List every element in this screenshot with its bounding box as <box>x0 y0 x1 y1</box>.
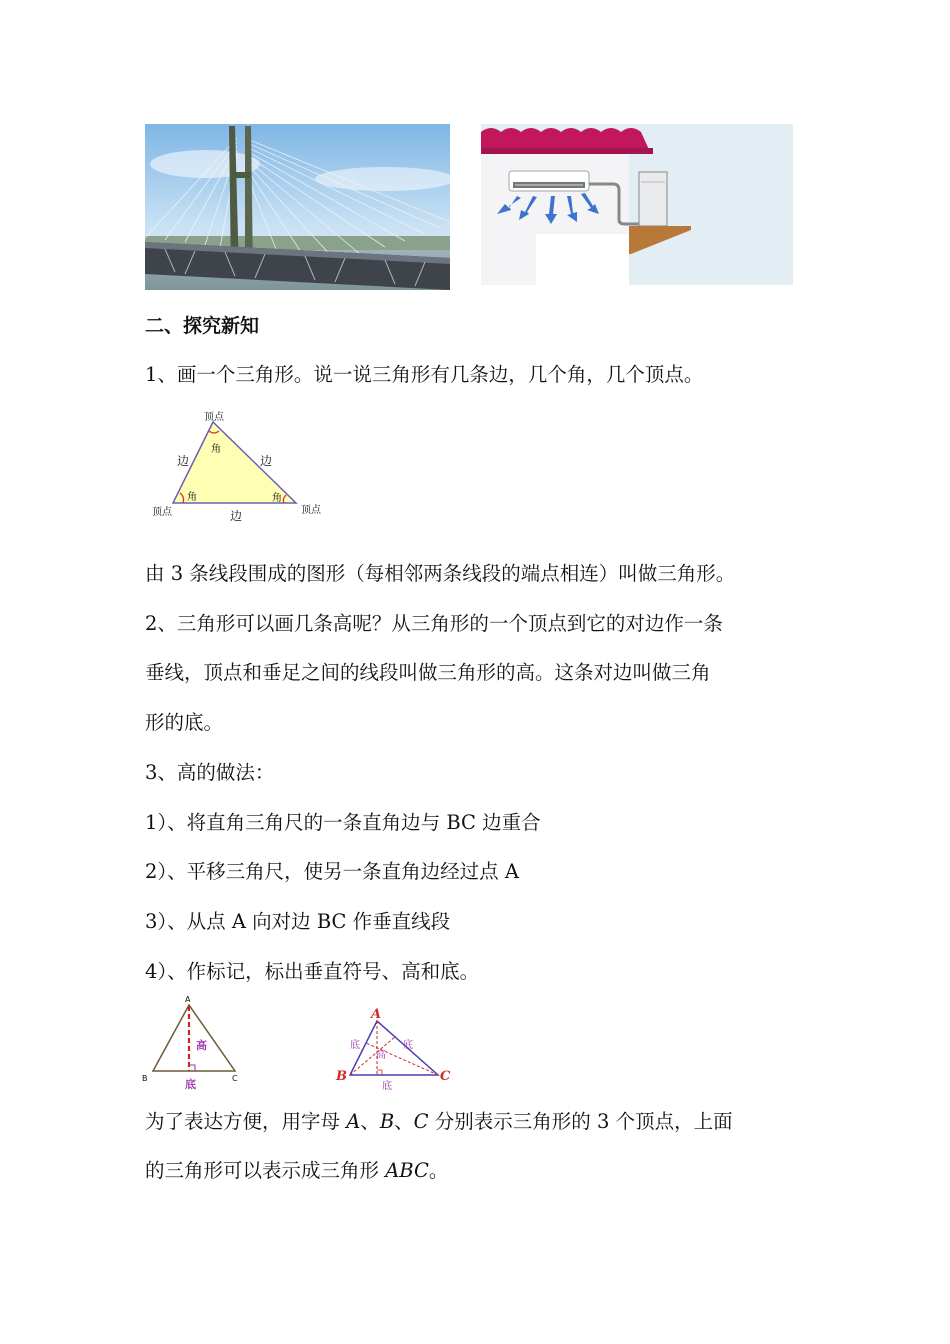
letter-a: A <box>346 1110 361 1133</box>
height-fig-vertex-b: B <box>142 1074 148 1083</box>
step-3: 3）、从点 A 向对边 BC 作垂直线段 <box>145 910 451 933</box>
vertex-label-left: 顶点 <box>152 507 172 518</box>
side-label-left: 边 <box>177 454 190 468</box>
oblique-fig-vertex-a: A <box>371 1007 382 1022</box>
three-heights-triangle-figure <box>330 1005 460 1097</box>
closing-line-2 <box>145 1158 448 1184</box>
side-label-bottom: 边 <box>230 509 243 523</box>
height-fig-base-label: 底 <box>185 1078 196 1091</box>
closing-line-2-post: 。 <box>428 1159 449 1182</box>
step-2: 2）、平移三角尺，使另一条直角边经过点 A <box>145 860 519 883</box>
height-fig-height-label: 高 <box>196 1039 207 1052</box>
letter-b: B <box>379 1110 395 1133</box>
closing-line-1 <box>145 1109 733 1135</box>
vertex-label-top: 顶点 <box>204 412 224 423</box>
paragraph-2-line-1: 2、三角形可以画几条高呢？从三角形的一个顶点到它的对边作一条 <box>145 612 723 635</box>
definition-text: 由 3 条线段围成的图形（每相邻两条线段的端点相连）叫做三角形。 <box>145 562 736 585</box>
labeled-triangle-figure <box>148 405 338 523</box>
height-fig-vertex-c: C <box>232 1074 238 1083</box>
height-fig-vertex-a: A <box>185 995 191 1004</box>
section-heading: 二、探究新知 <box>145 315 260 337</box>
air-conditioner-illustration <box>481 124 793 285</box>
paragraph-2-line-2: 垂线，顶点和垂足之间的线段叫做三角形的高。这条对边叫做三角 <box>145 661 711 684</box>
oblique-fig-base-left: 底 <box>350 1040 360 1051</box>
separator-1: 、 <box>360 1110 380 1133</box>
oblique-fig-base-right: 底 <box>403 1040 413 1051</box>
angle-label-right: 角 <box>272 493 282 504</box>
angle-label-left: 角 <box>187 492 197 503</box>
triangle-name-abc: ABC <box>385 1159 429 1182</box>
paragraph-1: 1、画一个三角形。说一说三角形有几条边，几个角，几个顶点。 <box>145 363 704 386</box>
height-triangle-figure <box>140 995 250 1095</box>
separator-2: 、 <box>394 1110 414 1133</box>
angle-label-top: 角 <box>211 444 221 455</box>
oblique-fig-base-bottom: 底 <box>382 1081 392 1092</box>
closing-line-1-pre: 为了表达方便，用字母 <box>145 1110 347 1133</box>
step-4: 4）、作标记，标出垂直符号、高和底。 <box>145 960 480 983</box>
paragraph-3: 3、高的做法： <box>145 761 275 784</box>
oblique-fig-vertex-c: C <box>440 1069 451 1084</box>
letter-c: C <box>413 1110 429 1133</box>
closing-line-1-post: 分别表示三角形的 3 个顶点，上面 <box>428 1110 733 1133</box>
vertex-label-right: 顶点 <box>301 505 321 516</box>
paragraph-2-line-3: 形的底。 <box>145 711 224 734</box>
closing-line-2-pre: 的三角形可以表示成三角形 <box>145 1159 386 1182</box>
oblique-fig-vertex-b: B <box>336 1069 347 1084</box>
oblique-fig-height-label: 高 <box>376 1050 386 1061</box>
side-label-right: 边 <box>260 454 273 468</box>
bridge-photo <box>145 124 450 290</box>
step-1: 1）、将直角三角尺的一条直角边与 BC 边重合 <box>145 811 541 834</box>
